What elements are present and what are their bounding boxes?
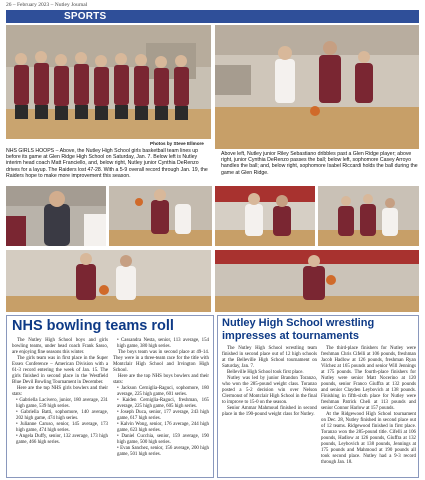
bowling-column-2 (113, 338, 209, 458)
wrestling-paragraph: The Nutley High School wrestling team finished in second place out of 12 high schools at the Belleville High School tournament on Saturday, Jan. 7. (222, 346, 317, 369)
bowling-stat-item: • Julianne Caruso, senior, 145 average, 173 high game, 474 high series. (16, 422, 108, 433)
layup-image (109, 186, 212, 246)
section-banner (6, 10, 419, 23)
bowling-paragraph: Here are the top NHS girls bowlers and their stats: (12, 386, 108, 397)
coach-photo (6, 186, 106, 246)
bowling-stat-item: • Kaiden Cerniglia-Raguci, freshman, 165 average, 225 high game, 605 high series. (117, 398, 209, 409)
dribble-action-photo (215, 25, 419, 149)
bowling-stat-item: • Daniel Cucchia, senior, 159 average, 190 high game, 500 high series. (117, 434, 209, 445)
caption-action-shots: Above left, Nutley junior Riley Sebastiano dribbles past a Glen Ridge player; above right, junior Cynthia DeRenzo passes the ball; below left, sophomore Casey Arroyo handles the ball; and, below right, sophomore Isabel Riccardi holds the ball during the game at Glen Ridge. (221, 151, 418, 176)
bowling-headline: NHS bowling teams roll (12, 318, 174, 334)
bowling-column-1 (12, 338, 108, 446)
photo-credit: Photos by Steve Ellmore (150, 141, 204, 146)
wrestling-paragraph: Nutley was led by junior Brandon Toranzo, who won the 285-pound weight class. Toranzo posted a 5-2 decision win over Nelson Clermonst of Montclair High School in the final to improve to 15-0 on the season. (222, 376, 317, 405)
wrestling-column-2 (321, 346, 416, 466)
dribble-action-image (215, 25, 419, 149)
coach-image (6, 186, 106, 246)
ball-handling-photo (6, 250, 211, 312)
bowling-paragraph: The boys team was in second place at 49-14. They were in a three-team race for the title with Montclair High School and Irvington High School. (113, 350, 209, 373)
wrestling-column-1 (222, 346, 317, 418)
bowling-stat-item: • Kalvin Wong, senior, 176 average, 244 high game, 623 high series. (117, 422, 209, 433)
wrestling-headline-line-1: Nutley High School wrestling (222, 317, 375, 329)
page-folio: 26 – February 2023 – Nutley Journal (6, 2, 88, 8)
bowling-stat-item: • Gabriella Lacivero, junior, 180 average, 231 high game, 539 high series. (16, 398, 108, 409)
wrestling-headline-line-2: impresses at tournaments (222, 330, 359, 342)
bowling-paragraph: Here are the top NHS boys bowlers and their stats: (113, 374, 209, 385)
holding-ball-image (215, 250, 419, 312)
wrestling-paragraph: Belleville High School took first place. (227, 370, 304, 375)
team-lineup-photo (6, 25, 211, 139)
bowling-stat-item: • Angela Duffy, senior, 132 average, 173 high game, 466 high series. (16, 434, 108, 445)
bowling-stat-item: • Joseph Duca, senior, 177 average, 243 high game, 617 high series. (117, 410, 209, 421)
passing-image (215, 186, 315, 246)
ball-handling-image (6, 250, 211, 312)
passing-photo (215, 186, 315, 246)
huddle-image (318, 186, 419, 246)
section-title: SPORTS (64, 11, 107, 22)
bowling-stat-item: • Jackson Cerniglia-Raguci, sophomore, 180 average, 225 high game, 601 series. (117, 386, 209, 397)
bowling-paragraph: The Nutley High School boys and girls bowling teams, under head coach Frank Sasso, are enjoying fine seasons this winter. (12, 338, 108, 355)
bowling-stat-item: • Evan Sanchez, senior, 156 average, 200 high game, 501 high series. (117, 446, 209, 457)
bowling-stat-item: • Cassandra Nesta, senior, 113 average, 154 high game, 380 high series. (117, 338, 209, 349)
wrestling-paragraph: The third-place finishers for Nutley were freshman Chris Cifelli at 106 pounds, freshman Jacob Hadlow at 126 pounds, freshman Ryan Vilchez at 165 pounds and senior Will Jennings at 175 pounds. The fourth-place finishers for Nutley were senior Matt Nocerino at 120 pounds, senior Franco Giuffra at 132 pounds and senior Clayden Leybovich at 138 pounds. Finishing in fifth-sixth place for Nutley were freshman Patrick Cheli at 113 pounds and senior Connor Harlow at 157 pounds. (321, 346, 416, 411)
huddle-photo (318, 186, 419, 246)
holding-ball-photo (215, 250, 419, 312)
caption-girls-hoops: NHS GIRLS HOOPS – Above, the Nutley High School girls basketball team lines up before its game at Glen Ridge High School on Saturday, Jan. 7. Below left is Nutley interim head coach Matt Franciello, and, below right, Nutley junior Cynthia DeRenzo drives for a layup. The Raiders lost 47-28. With a 5-9 overall record through Jan. 19, the Raiders hope to make more improvement this season. (6, 148, 208, 179)
bowling-paragraph: The girls team was in first place in the Super Essex Conference – American Division with a 61-3 record entering the week of Jan. 15. The girls finished in second place in the Westfield Blue Devil Bowling Tournament in December. (12, 356, 108, 385)
team-lineup-image (6, 25, 211, 139)
bowling-stat-item: • Gabriella Batti, sophomore, 140 average, 202 high game, 474 high series. (16, 410, 108, 421)
wrestling-paragraph: At the Ridgewood High School tournament on Dec. 28, Nutley finished in second place out of 12 teams. Ridgewood finished in first place. Toranzo won the 285-pound title. Cifelli at 106 pounds, Hadlow at 126 pounds, Giuffra at 132 pounds, Leybovich at 138 pounds, Jennings at 175 pounds and Mahmoud at 190 pounds all took second place. Nutley had a 9-3 record through Jan. 18. (321, 412, 416, 465)
wrestling-paragraph: Senior Ammar Mahmoud finished in second place in the 190-pound weight class for Nutley. (222, 406, 317, 417)
layup-photo (109, 186, 212, 246)
